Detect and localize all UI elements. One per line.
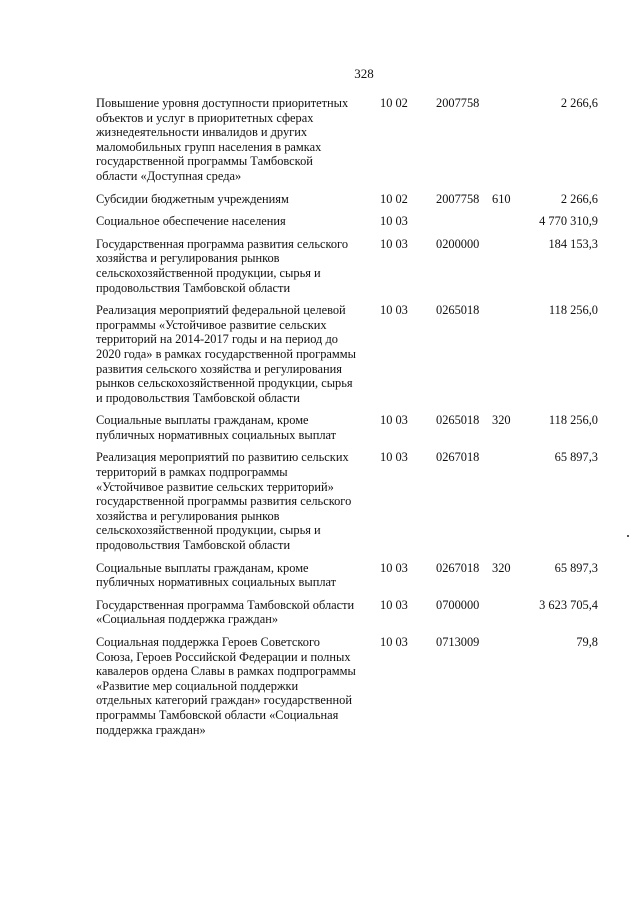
row-section: 10 03	[380, 236, 408, 251]
row-section: 10 03	[380, 597, 408, 612]
row-expense-type: 320	[492, 560, 511, 575]
row-amount: 4 770 310,9	[539, 214, 598, 229]
table-row	[0, 598, 640, 627]
row-section: 10 02	[380, 191, 408, 206]
row-article: 2007758	[436, 96, 480, 110]
row-article: 0265018	[436, 303, 480, 318]
row-name: Государственная программа Тамбовской области «Социальная поддержка граждан»	[96, 597, 355, 627]
budget-table	[0, 96, 640, 745]
row-amount: 3 623 705,4	[539, 597, 598, 612]
row-name: Реализация мероприятий по развитию сельских территорий в рамках подпрограммы «Устойчивое развитие сельских территорий» государственной программы развития сельского хозяйства и регулирования рынков сельскохозяйственной продукции, сырья и продовольствия Тамбовской области	[96, 450, 352, 553]
table-row	[0, 450, 640, 552]
row-section: 10 03	[380, 303, 408, 318]
table-row	[0, 413, 640, 442]
scan-speck	[627, 535, 629, 537]
row-section: 10 03	[380, 560, 408, 575]
row-name: Социальная поддержка Героев Советского Союза, Героев Российской Федерации и полных кавалеров ордена Славы в рамках подпрограммы «Развитие мер социальной поддержки отдельных категорий граждан» государственной программы Тамбовской области «Социальная поддержка граждан»	[96, 635, 356, 737]
row-section: 10 03	[380, 413, 408, 428]
row-name: Социальное обеспечение населения	[96, 214, 286, 229]
row-amount: 65 897,3	[554, 450, 598, 465]
row-expense-type: 610	[492, 191, 511, 206]
row-amount: 2 266,6	[560, 96, 598, 110]
row-article: 0265018	[436, 413, 480, 428]
row-amount: 2 266,6	[560, 191, 598, 206]
table-row	[0, 214, 640, 229]
row-name: Повышение уровня доступности приоритетных объектов и услуг в приоритетных сферах жизнедеятельности инвалидов и других маломобильных групп населения в рамках государственной программы Тамбовской области «Доступная среда»	[96, 96, 349, 183]
row-section: 10 03	[380, 450, 408, 465]
row-article: 2007758	[436, 191, 480, 206]
row-article: 0713009	[436, 635, 480, 649]
row-amount: 79,8	[576, 635, 598, 649]
table-row	[0, 635, 640, 737]
row-expense-type: 320	[492, 413, 511, 428]
table-row	[0, 192, 640, 207]
row-name: Государственная программа развития сельского хозяйства и регулирования рынков сельскохозяйственной продукции, сырья и продовольствия Тамбовской области	[96, 236, 349, 295]
row-name: Реализация мероприятий федеральной целевой программы «Устойчивое развитие сельских территорий на 2014-2017 годы и на период до 2020 года» в рамках государственной программы развития сельского хозяйства и регулирования рынков сельскохозяйственной продукции, сырья и продовольствия Тамбовской области	[96, 303, 356, 405]
row-section: 10 02	[380, 96, 408, 110]
page-number: 328	[354, 66, 374, 81]
row-amount: 118 256,0	[548, 413, 598, 428]
row-amount: 118 256,0	[548, 303, 598, 318]
row-article: 0267018	[436, 560, 480, 575]
row-section: 10 03	[380, 635, 408, 649]
table-row	[0, 561, 640, 590]
row-amount: 184 153,3	[548, 236, 598, 251]
row-section: 10 03	[380, 214, 408, 229]
row-article: 0200000	[436, 236, 480, 251]
table-row	[0, 96, 640, 184]
row-name: Социальные выплаты гражданам, кроме публичных нормативных социальных выплат	[96, 560, 337, 590]
row-article: 0267018	[436, 450, 480, 465]
row-article: 0700000	[436, 597, 480, 612]
row-name: Субсидии бюджетным учреждениям	[96, 191, 289, 206]
table-row	[0, 303, 640, 405]
table-row	[0, 237, 640, 295]
row-amount: 65 897,3	[554, 560, 598, 575]
row-name: Социальные выплаты гражданам, кроме публичных нормативных социальных выплат	[96, 413, 337, 442]
